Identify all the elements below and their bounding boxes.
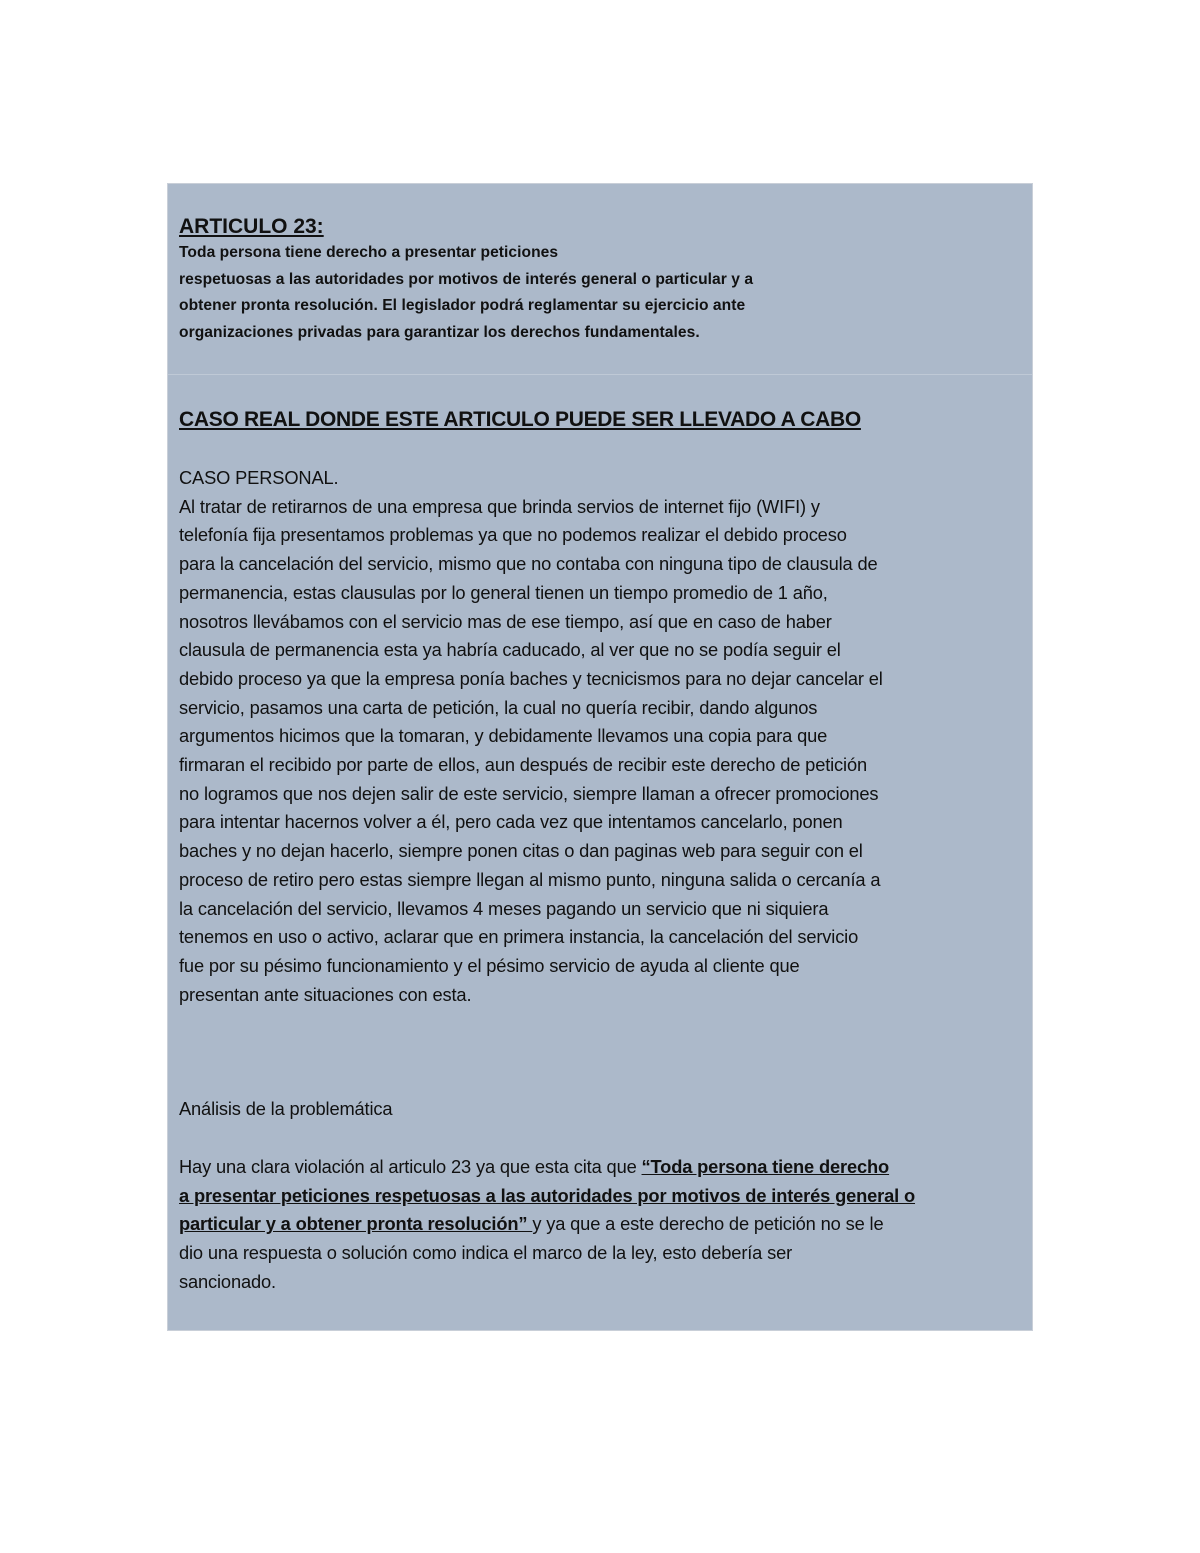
analysis-line — [179, 1153, 1024, 1182]
article-section — [179, 214, 1019, 346]
case-line: telefonía fija presentamos problemas ya que no podemos realizar el debido proceso — [179, 524, 847, 546]
article-line: respetuosas a las autoridades por motivos de interés general o particular y a — [179, 270, 754, 288]
case-line: fue por su pésimo funcionamiento y el pésimo servicio de ayuda al cliente que — [179, 954, 800, 976]
article-line: obtener pronta resolución. El legislador podrá reglamentar su ejercicio ante — [179, 297, 746, 314]
content-panel — [167, 183, 1033, 1331]
case-line: servicio, pasamos una carta de petición, la cual no quería recibir, dando algunos — [179, 696, 818, 718]
case-line: argumentos hicimos que la tomaran, y debidamente llevamos una copia para que — [179, 725, 828, 747]
case-line: para intentar hacernos volver a él, pero cada vez que intentamos cancelarlo, ponen — [179, 811, 843, 833]
case-label: CASO PERSONAL. — [179, 467, 339, 488]
case-line: permanencia, estas clausulas por lo general tienen un tiempo promedio de 1 año, — [179, 581, 828, 603]
case-line: tenemos en uso o activo, aclarar que en primera instancia, la cancelación del servicio — [179, 926, 859, 948]
article-heading: ARTICULO 23: — [179, 215, 324, 238]
article-quote: a presentar peticiones respetuosas a las autoridades por motivos de interés general o — [179, 1184, 916, 1206]
case-line: clausula de permanencia esta ya habría caducado, al ver que no se podía seguir el — [179, 639, 841, 661]
article-quote: particular y a obtener pronta resolución” — [179, 1213, 533, 1235]
case-line: firmaran el recibido por parte de ellos, aun después de recibir este derecho de petición — [179, 754, 867, 776]
case-section — [179, 406, 1024, 1297]
case-line: debido proceso ya que la empresa ponía baches y tecnicismos para no dejar cancelar el — [179, 667, 883, 689]
case-line: no logramos que nos dejen salir de este servicio, siempre llaman a ofrecer promociones — [179, 782, 879, 804]
analysis-text: y ya que a este derecho de petición no se le — [532, 1213, 884, 1235]
analysis-text: Hay una clara violación al articulo 23 ya que esta cita que — [179, 1156, 642, 1178]
case-line: proceso de retiro pero estas siempre llegan al mismo punto, ninguna salida o cercanía a — [179, 868, 881, 890]
case-line: baches y no dejan hacerlo, siempre ponen citas o dan paginas web para seguir con el — [179, 840, 863, 862]
article-line: Toda persona tiene derecho a presentar peticiones — [179, 244, 559, 261]
article-quote: “Toda persona tiene derecho — [641, 1156, 890, 1178]
case-line: nosotros llevábamos con el servicio mas de ese tiempo, así que en caso de haber — [179, 610, 832, 632]
analysis-line: sancionado. — [179, 1270, 276, 1292]
case-line: Al tratar de retirarnos de una empresa que brinda servios de internet fijo (WIFI) y — [179, 495, 820, 517]
section-divider — [168, 374, 1032, 375]
case-line: presentan ante situaciones con esta. — [179, 983, 472, 1005]
analysis-title: Análisis de la problemática — [179, 1098, 393, 1120]
case-line: la cancelación del servicio, llevamos 4 meses pagando un servicio que ni siquiera — [179, 897, 829, 919]
case-heading: CASO REAL DONDE ESTE ARTICULO PUEDE SER LLEVADO A CABO — [179, 408, 861, 431]
analysis-line — [179, 1182, 1024, 1211]
analysis-line: dio una respuesta o solución como indica el marco de la ley, esto debería ser — [179, 1242, 793, 1264]
article-line: organizaciones privadas para garantizar los derechos fundamentales. — [179, 323, 700, 341]
case-line: para la cancelación del servicio, mismo que no contaba con ninguna tipo de clausula de — [179, 553, 878, 575]
analysis-line — [179, 1210, 1024, 1239]
